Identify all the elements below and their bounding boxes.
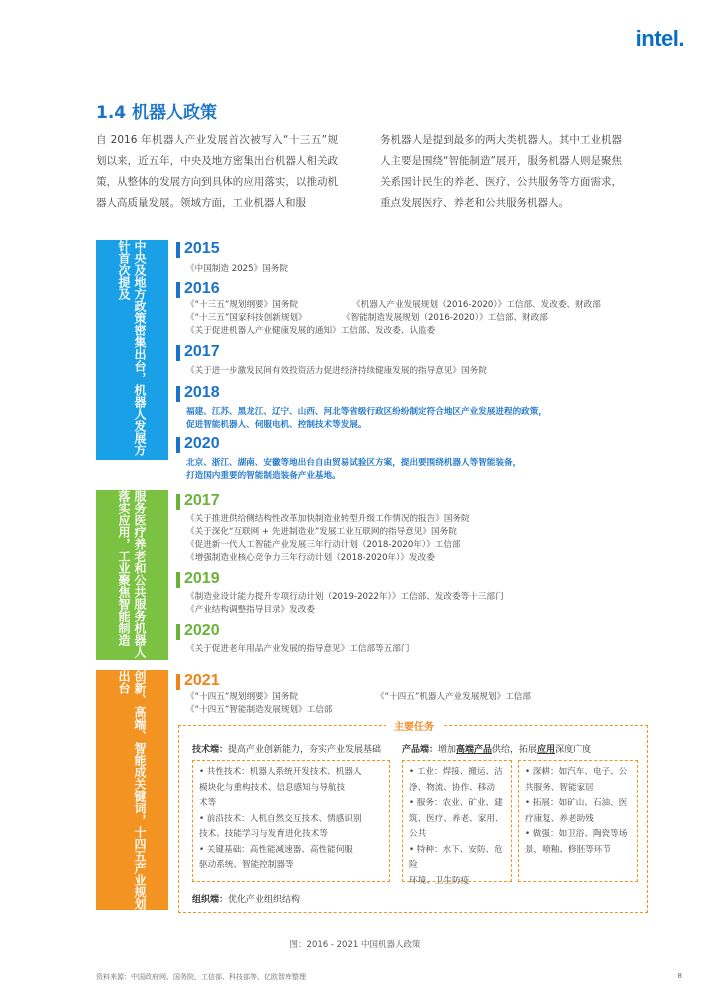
- policy-line: 北京、浙江、湖南、安徽等地出台自由贸易试验区方案，提出要围绕机器人等智能装备，: [186, 458, 522, 468]
- product-item: • 服务：农业、矿业、建: [409, 798, 503, 808]
- product-item: • 做强：如卫浴、陶瓷等场: [525, 829, 628, 839]
- year-2019: 2019: [176, 570, 220, 588]
- tech-item: • 关键基础：高性能减速器、高性能伺服: [199, 844, 353, 855]
- policy-line: 《智能制造发展规划（2016-2020）》工信部、财政部: [342, 313, 548, 323]
- main-tasks-title: 主要任务: [386, 718, 442, 733]
- tech-item: 模块化与重构技术、信息感知与导航技: [199, 782, 346, 793]
- product-end-text: 深度广度: [555, 745, 592, 755]
- product-item: 净、物流、协作、移动: [409, 782, 495, 793]
- intro-left-column: 自 2016 年机器人产业发展首次被写入“十三五”规划以来，近五年，中央及地方密集出台机器人相关政策，从整体的发展方向到具体的应用落实，以推动机器人高质量发展。领域方面，工业机器人和服: [96, 134, 338, 209]
- policy-line: 促进智能机器人、伺服电机、控制技术等发展。: [186, 420, 367, 430]
- year-2020: 2020: [176, 622, 220, 640]
- policy-line: 《“十四五”智能制造发展规划》工信部: [186, 705, 333, 715]
- product-end-text: 增加: [438, 745, 457, 755]
- product-detail-box-1: [402, 760, 512, 886]
- policy-line: 《中国制造 2025》国务院: [186, 264, 288, 274]
- product-end-highlight: 高端产品: [456, 745, 493, 755]
- tech-item: • 前沿技术：人机自然交互技术、情感识别: [199, 813, 362, 824]
- year-2017: 2017: [176, 492, 220, 510]
- policy-line: 《机器人产业发展规划（2016-2020）》工信部、发改委、财政部: [352, 300, 601, 310]
- section-title: 1.4 机器人政策: [96, 103, 218, 123]
- tech-item: • 共性技术：机器人系统开发技术、机器人: [199, 767, 362, 777]
- tech-detail-box: [192, 760, 390, 882]
- policy-line: 打造国内重要的智能制造装备产业基地。: [186, 471, 341, 481]
- policy-line: 《“十三五”国家科技创新规划》: [186, 313, 307, 323]
- product-end-label: 产品端：: [402, 745, 439, 755]
- year-2016: 2016: [176, 280, 220, 298]
- figure-caption: 图：2016 - 2021 中国机器人政策: [289, 940, 421, 950]
- policy-line: 《增强制造业核心竞争力三年行动计划（2018-2020年）》发改委: [186, 553, 435, 563]
- band-phase-2-label: 服务医疗养老和公共服务机器人落实应用，工业聚焦智能制造: [117, 490, 147, 658]
- band-phase-1-label: 中央及地方政策密集出台，机器人发展方针首次提及: [117, 240, 147, 456]
- product-item: 景，喷釉、修胚等环节: [525, 844, 611, 855]
- tech-item: 驱动系统、智能控制器等: [199, 860, 294, 870]
- page-number: 8: [677, 972, 682, 980]
- product-end-highlight: 应用: [537, 745, 556, 755]
- product-item: 共服务、智能家居: [525, 782, 594, 793]
- product-item: 疗康复、养老助残: [525, 813, 594, 824]
- year-2018: 2018: [176, 384, 220, 402]
- policy-line: 《“十四五”规划纲要》国务院: [186, 692, 299, 702]
- product-item: 环境、卫生防疫: [409, 875, 470, 886]
- policy-line: 《“十四五”机器人产业发展规划》工信部: [376, 692, 531, 702]
- product-item: • 工业：焊接、搬运、洁: [409, 767, 503, 777]
- policy-line: 《关于促进老年用品产业发展的指导意见》工信部等五部门: [186, 644, 410, 654]
- policy-line: 《产业结构调整指导目录》发改委: [186, 605, 315, 615]
- product-item: 公共: [409, 829, 427, 839]
- band-phase-3-label: 创新、高端、智能成关键词，十四五产业规划出台: [117, 670, 147, 910]
- band-phase-3: [96, 670, 168, 910]
- org-end-text: 优化产业组织结构: [228, 895, 301, 905]
- policy-line: 《关于深化“互联网 + 先进制造业”发展工业互联网的指导意见》国务院: [186, 527, 457, 537]
- tech-end-heading: [192, 742, 381, 755]
- band-phase-2: [96, 490, 168, 660]
- year-2015: 2015: [176, 240, 220, 258]
- policy-line: 福建、江苏、黑龙江、辽宁、山西、河北等省级行政区纷纷制定符合地区产业发展进程的政策，: [186, 407, 547, 417]
- tech-end-text: 提高产业创新能力，夯实产业发展基础: [228, 745, 382, 755]
- year-2020: 2020: [176, 435, 220, 453]
- policy-line: 《制造业设计能力提升专项行动计划（2019-2022年）》工信部、发改委等十三部门: [186, 592, 504, 602]
- intro-right-column: 务机器人是提到最多的两大类机器人。其中工业机器人主要是围绕“智能制造”展开，服务机器人则是聚焦关系国计民生的养老、医疗、公共服务等方面需求，重点发展医疗、养老和公共服务机器人。: [380, 134, 622, 209]
- product-end-heading: [402, 742, 591, 755]
- tech-end-label: 技术端：: [192, 745, 229, 755]
- source-note: 资料来源：中国政府网、国务院、工信部、科技部等、亿欧智库整理: [96, 973, 306, 981]
- product-detail-box-2: [518, 760, 638, 882]
- policy-line: 《关于推进供给侧结构性改革加快制造业转型升级工作情况的报告》国务院: [186, 514, 470, 524]
- org-end-heading: [192, 892, 300, 905]
- policy-line: 《“十三五”规划纲要》国务院: [186, 300, 299, 310]
- policy-line: 《关于进一步激发民间有效投资活力促进经济持续健康发展的指导意见》国务院: [186, 366, 487, 376]
- policy-line: 《促进新一代人工智能产业发展三年行动计划（2018-2020年）》工信部: [186, 540, 461, 550]
- policy-line: 《关于促进机器人产业健康发展的通知》工信部、发改委、认监委: [186, 326, 436, 336]
- org-end-label: 组织端：: [192, 895, 229, 905]
- product-item: 筑、医疗、养老、家用、: [409, 813, 504, 824]
- tech-item: 技术、技能学习与发育进化技术等: [199, 829, 328, 839]
- product-item: • 特种：水下、安防、危险: [409, 844, 503, 870]
- product-item: • 拓展：如矿山、石油、医: [525, 798, 628, 808]
- product-end-text: 供给，拓展: [492, 745, 538, 755]
- year-2021: 2021: [176, 672, 220, 690]
- band-phase-1: [96, 240, 168, 460]
- year-2017: 2017: [176, 343, 220, 361]
- product-item: • 深耕：如汽车、电子、公: [525, 767, 628, 777]
- intel-logo: intel.: [635, 26, 684, 51]
- tech-item: 术等: [199, 798, 217, 808]
